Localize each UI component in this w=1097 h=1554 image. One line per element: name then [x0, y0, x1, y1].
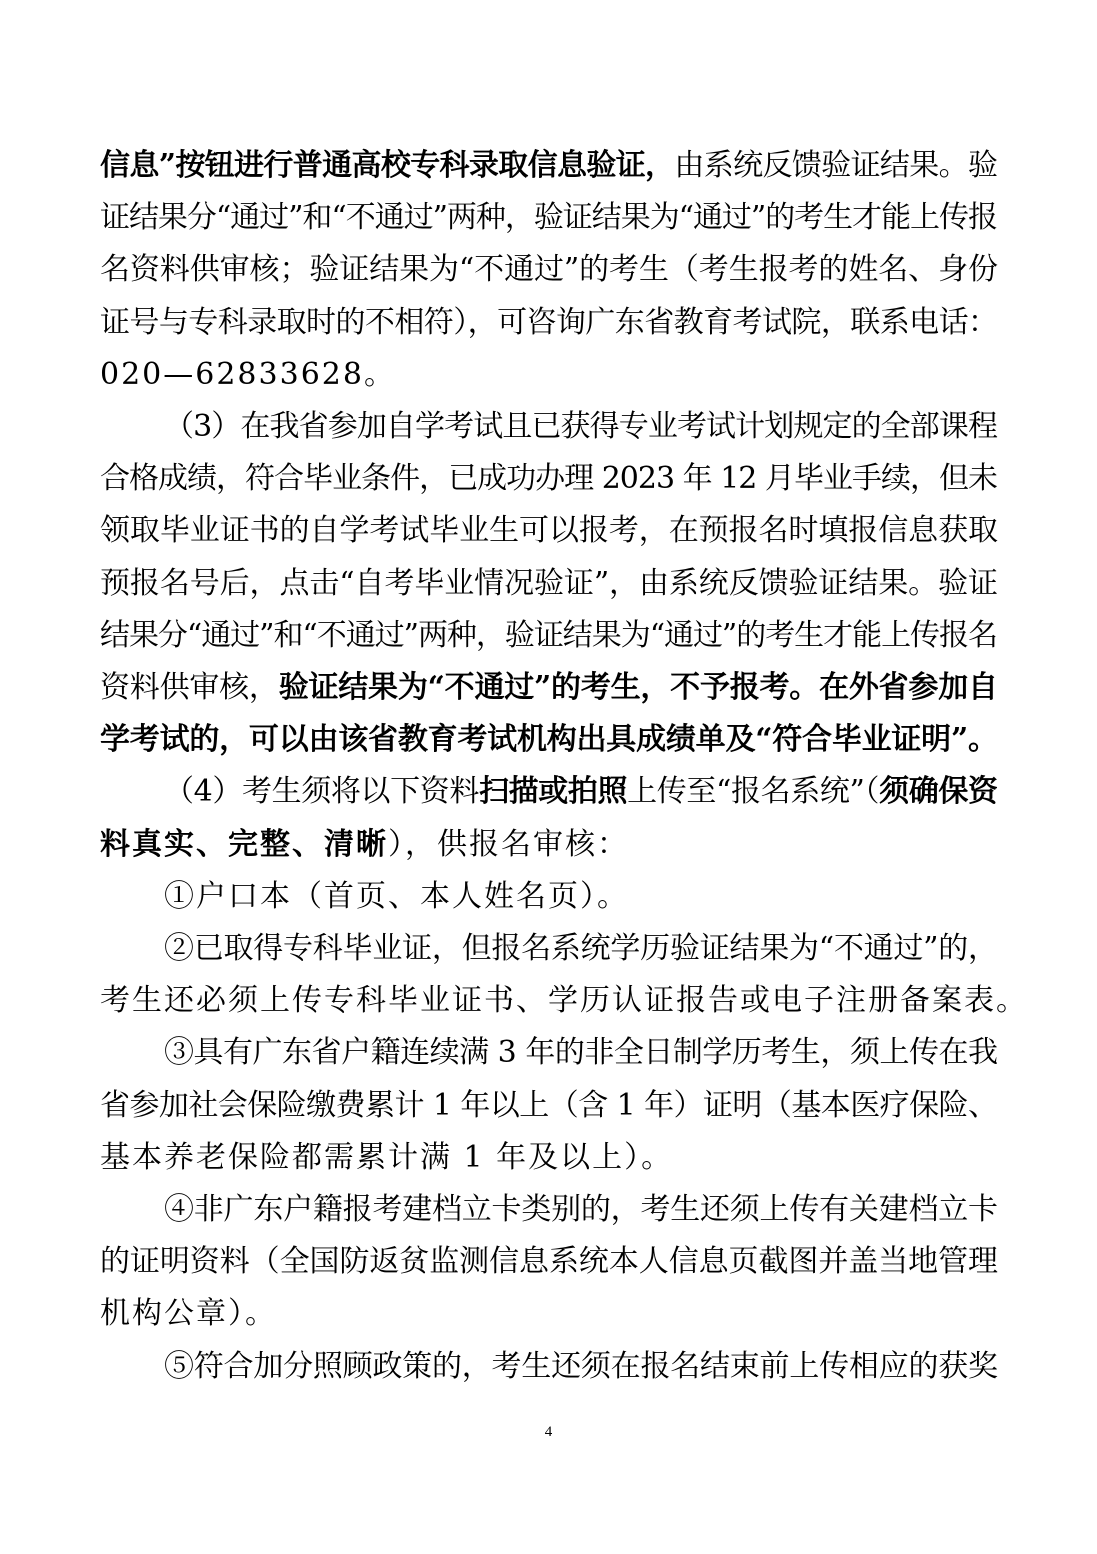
- text-line-content: [164, 1184, 998, 1236]
- text-line-content: [100, 1236, 998, 1288]
- text-line-content: [100, 1080, 997, 1132]
- text-line: [100, 453, 998, 505]
- text-line-content: [100, 610, 997, 662]
- text-line-content: [164, 766, 998, 818]
- text-line: [100, 714, 998, 766]
- text-line-content: [164, 1027, 998, 1079]
- text-line-content: [164, 1341, 998, 1393]
- text-line-content: [100, 714, 998, 766]
- text-line-content: [100, 1288, 277, 1340]
- text-line: [100, 505, 998, 557]
- text-line: [100, 192, 998, 244]
- bold-text-segment: 料真实、完整、清晰: [100, 826, 388, 862]
- bold-text-segment: 验证结果为“不通过”的考生，不予报考。在外省参加自: [278, 670, 998, 705]
- text-line: [164, 871, 629, 923]
- text-line-content: [100, 244, 998, 296]
- bold-text-segment: 学考试的，可以由该省教育考试机构出具成绩单及“符合毕业证明”。: [100, 722, 998, 758]
- text-segment: （4）考生须将以下资料: [164, 774, 479, 810]
- text-line: [100, 1132, 673, 1184]
- text-segment: ①户口本（首页、本人姓名页）。: [164, 878, 629, 914]
- text-segment: 机构公章）。: [100, 1296, 277, 1332]
- text-line-content: [100, 558, 998, 610]
- text-segment: 考生还必须上传专科毕业证书、学历认证报告或电子注册备案表。: [100, 983, 1028, 1019]
- text-segment: ），供报名审核：: [388, 826, 629, 862]
- text-segment: ②已取得专科毕业证，但报名系统学历验证结果为“不通过”的，: [164, 931, 998, 966]
- text-segment: 资料供审核，: [100, 670, 279, 705]
- text-line: [164, 766, 998, 818]
- text-segment: 结果分“通过”和“不通过”两种，验证结果为“通过”的考生才能上传报名: [100, 617, 997, 653]
- text-segment: 证结果分“通过”和“不通过”两种，验证结果为“通过”的考生才能上传报: [100, 200, 997, 236]
- page-number: 4: [544, 1424, 553, 1440]
- text-line: [100, 662, 998, 714]
- text-line: [100, 244, 998, 296]
- text-line-content: [100, 975, 1028, 1027]
- text-line-content: [164, 871, 629, 923]
- text-segment: 上传至“报名系统”（: [627, 774, 880, 810]
- text-line: [164, 1027, 998, 1079]
- text-line-content: [100, 349, 396, 401]
- text-line: [100, 1080, 998, 1132]
- text-segment: （3）在我省参加自学考试且已获得专业考试计划规定的全部课程: [164, 409, 998, 444]
- text-segment: 基本养老保险都需累计满 1 年及以上）。: [100, 1139, 674, 1175]
- text-segment: 由系统反馈验证结果。验: [674, 148, 998, 183]
- bold-text-segment: 扫描或拍照: [479, 774, 628, 810]
- text-line-content: [100, 819, 629, 871]
- bold-text-segment: 须确保资: [879, 774, 998, 810]
- text-line: [100, 140, 998, 192]
- text-line-content: [164, 923, 998, 975]
- text-line: [164, 1184, 998, 1236]
- text-segment: 合格成绩，符合毕业条件，已成功办理 2023 年 12 月毕业手续，但未: [100, 461, 998, 497]
- text-line-content: [100, 140, 997, 192]
- text-line-content: [164, 401, 997, 453]
- text-line-content: [100, 453, 997, 505]
- text-line: [100, 1236, 998, 1288]
- text-segment: 预报名号后，点击“自考毕业情况验证”，由系统反馈验证结果。验证: [100, 565, 998, 601]
- text-segment: 省参加社会保险缴费累计 1 年以上（含 1 年）证明（基本医疗保险、: [100, 1087, 998, 1123]
- text-segment: ⑤符合加分照顾政策的，考生还须在报名结束前上传相应的获奖: [164, 1348, 998, 1384]
- text-segment: ③具有广东省户籍连续满 3 年的非全日制学历考生，须上传在我: [164, 1035, 998, 1071]
- text-line: [164, 923, 998, 975]
- text-line: [164, 1341, 998, 1393]
- text-line-content: [100, 1132, 673, 1184]
- bold-text-segment: 信息”按钮进行普通高校专科录取信息验证，: [100, 148, 675, 183]
- text-segment: 证号与专科录取时的不相符），可咨询广东省教育考试院，联系电话：: [100, 304, 998, 340]
- text-line: [100, 819, 629, 871]
- text-line: [100, 975, 1028, 1027]
- text-line-content: [100, 297, 997, 349]
- text-segment: 的证明资料（全国防返贫监测信息系统本人信息页截图并盖当地管理: [100, 1244, 998, 1280]
- text-line: [100, 349, 396, 401]
- text-line-content: [100, 192, 997, 244]
- text-segment: ④非广东户籍报考建档立卡类别的，考生还须上传有关建档立卡: [164, 1192, 998, 1227]
- text-segment: 020—62833628。: [100, 356, 396, 392]
- text-line: [100, 610, 998, 662]
- text-line: [100, 1288, 277, 1340]
- text-line: [100, 297, 998, 349]
- text-line: [100, 558, 998, 610]
- text-segment: 领取毕业证书的自学考试毕业生可以报考，在预报名时填报信息获取: [100, 513, 998, 549]
- text-line: [164, 401, 998, 453]
- text-line-content: [100, 662, 998, 714]
- text-line-content: [100, 505, 998, 557]
- text-segment: 名资料供审核；验证结果为“不通过”的考生（考生报考的姓名、身份: [100, 252, 998, 288]
